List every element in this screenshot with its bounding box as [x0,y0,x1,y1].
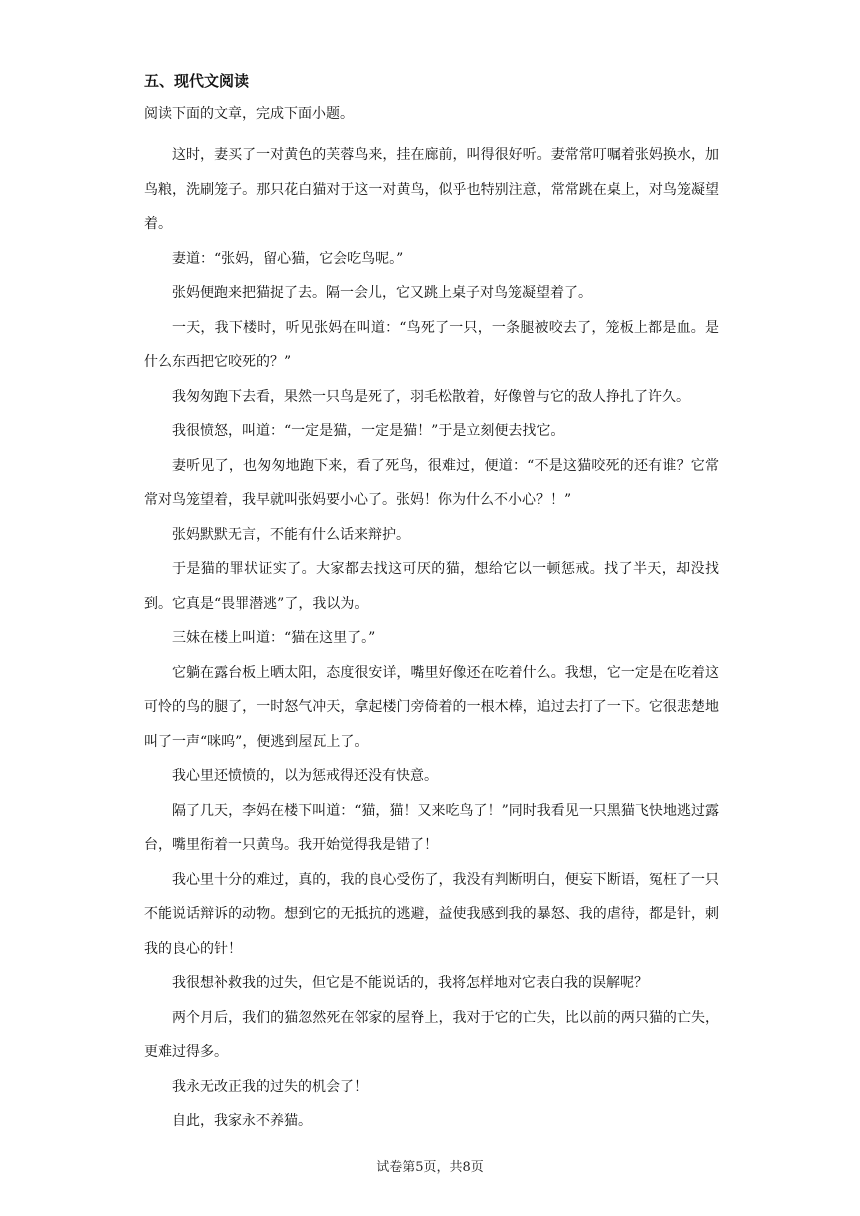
article-paragraph: 我永无改正我的过失的机会了！ [172,1078,368,1095]
article-paragraph: 我心里还愤愤的，以为惩戒得还没有快意。 [172,768,438,784]
page-footer: 试卷第5页，共8页 [376,1160,484,1175]
article-paragraph: 我很愤怒，叫道：“一定是猫，一定是猫！”于是立刻便去找它。 [172,423,565,439]
article-paragraph: 张妈默默无言，不能有什么话来辩护。 [172,526,410,543]
article-paragraph: 这时，妻买了一对黄色的芙蓉鸟来，挂在廊前，叫得很好听。妻常常叮嘱着张妈换水，加鸟粮，洗刷笼子。那只花白猫对于这一对黄鸟，似乎也特别注意，常常跳在桌上，对鸟笼凝望着。 [144,147,719,232]
article-paragraph: 我心里十分的难过，真的，我的良心受伤了，我没有判断明白，便妄下断语，冤枉了一只不能说话辩诉的动物。想到它的无抵抗的逃避，益使我感到我的暴怒、我的虐待，都是针，刺我的良心的针！ [144,871,719,957]
article-paragraph: 我很想补救我的过失，但它是不能说话的，我将怎样地对它表白我的误解呢？ [172,975,648,991]
article-paragraph: 两个月后，我们的猫忽然死在邻家的屋脊上，我对于它的亡失，比以前的两只猫的亡失，更难过得多。 [144,1009,719,1060]
article-paragraph: 我匆匆跑下去看，果然一只鸟是死了，羽毛松散着，好像曾与它的敌人挣扎了许久。 [172,388,690,405]
article-paragraph: 一天，我下楼时，听见张妈在叫道：“鸟死了一只，一条腿被咬去了，笼板上都是血。是什么东西把它咬死的？” [144,319,719,370]
section-title: 五、现代文阅读 [144,72,250,90]
article-paragraph: 三妹在楼上叫道：“猫在这里了。” [172,630,376,646]
instruction-text: 阅读下面的文章，完成下面小题。 [144,106,354,122]
article-body [144,138,719,1139]
article-paragraph: 自此，我家永不养猫。 [172,1113,312,1129]
article-paragraph: 张妈便跑来把猫捉了去。隔一会儿，它又跳上桌子对鸟笼凝望着了。 [172,285,592,301]
article-paragraph: 于是猫的罪状证实了。大家都去找这可厌的猫，想给它以一顿惩戒。找了半天，却没找到。它真是“畏罪潜逃”了，我以为。 [144,561,719,612]
article-paragraph: 隔了几天，李妈在楼下叫道：“猫，猫！又来吃鸟了！”同时我看见一只黑猫飞快地逃过露台，嘴里衔着一只黄鸟。我开始觉得我是错了！ [144,802,719,853]
article-paragraph: 妻听见了，也匆匆地跑下来，看了死鸟，很难过，便道：“不是这猫咬死的还有谁？它常常对鸟笼望着，我早就叫张妈要小心了。张妈！你为什么不小心？！” [144,457,719,508]
reading-section [144,70,719,1139]
article-paragraph: 妻道：“张妈，留心猫，它会吃鸟呢。” [172,250,404,267]
article-paragraph: 它躺在露台板上晒太阳，态度很安详，嘴里好像还在吃着什么。我想，它一定是在吃着这可怜的鸟的腿了，一时怒气冲天，拿起楼门旁倚着的一根木棒，追过去打了一下。它很悲楚地叫了一声“咪呜”，便逃到屋瓦上了。 [144,664,719,750]
